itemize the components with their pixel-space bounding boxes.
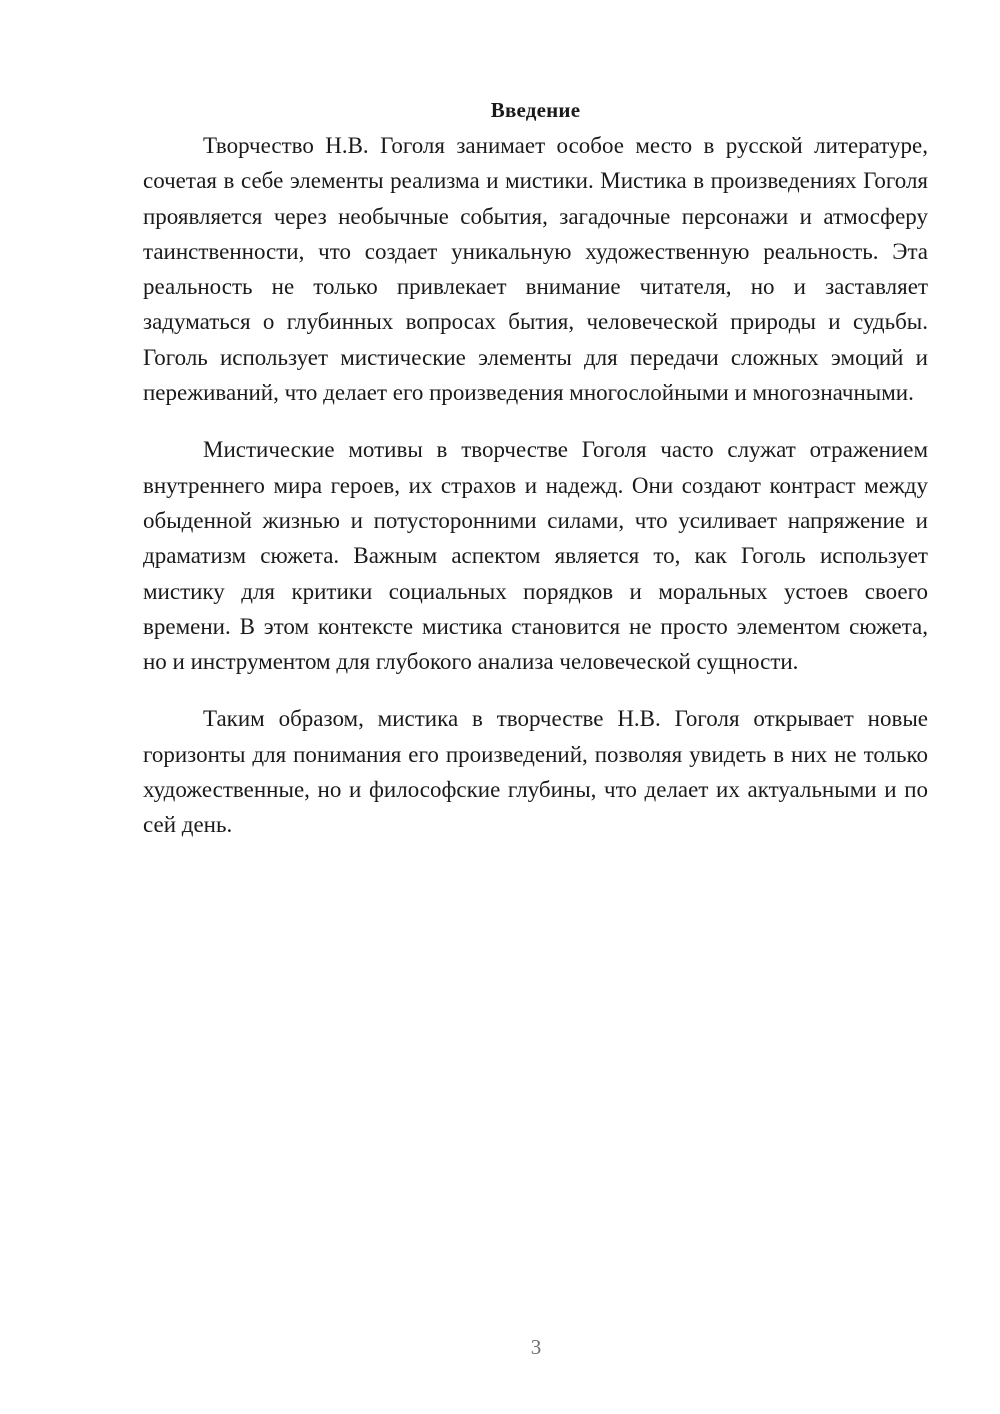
page-content [143, 92, 928, 843]
section-title: Введение [490, 98, 581, 122]
paragraph-3: Таким образом, мистика в творчестве Н.В. Гоголя открывает новые горизонты для понимания его произведений, позволяя увидеть в них не только художественные, но и философские глубины, что делает их актуальными и по сей день. [143, 706, 928, 838]
page-number: 3 [530, 1335, 542, 1359]
paragraph-1: Творчество Н.В. Гоголя занимает особое место в русской литературе, сочетая в себе элементы реализма и мистики. Мистика в произведениях Гоголя проявляется через необычные события, загадочные персонажи и атмосферу таинственности, что создает уникальную художественную реальность. Эта реальность не только привлекает внимание читателя, но и заставляет задуматься о глубинных вопросах бытия, человеческой природы и судьбы. Гоголь использует мистические элементы для передачи сложных эмоций и переживаний, что делает его произведения многослойными и многозначными. [143, 133, 928, 406]
paragraph-2: Мистические мотивы в творчестве Гоголя часто служат отражением внутреннего мира героев, их страхов и надежд. Они создают контраст между обыденной жизнью и потусторонними силами, что усиливает напряжение и драматизм сюжета. Важным аспектом является то, как Гоголь использует мистику для критики социальных порядков и моральных устоев своего времени. В этом контексте мистика становится не просто элементом сюжета, но и инструментом для глубокого анализа человеческой сущности. [143, 437, 928, 675]
